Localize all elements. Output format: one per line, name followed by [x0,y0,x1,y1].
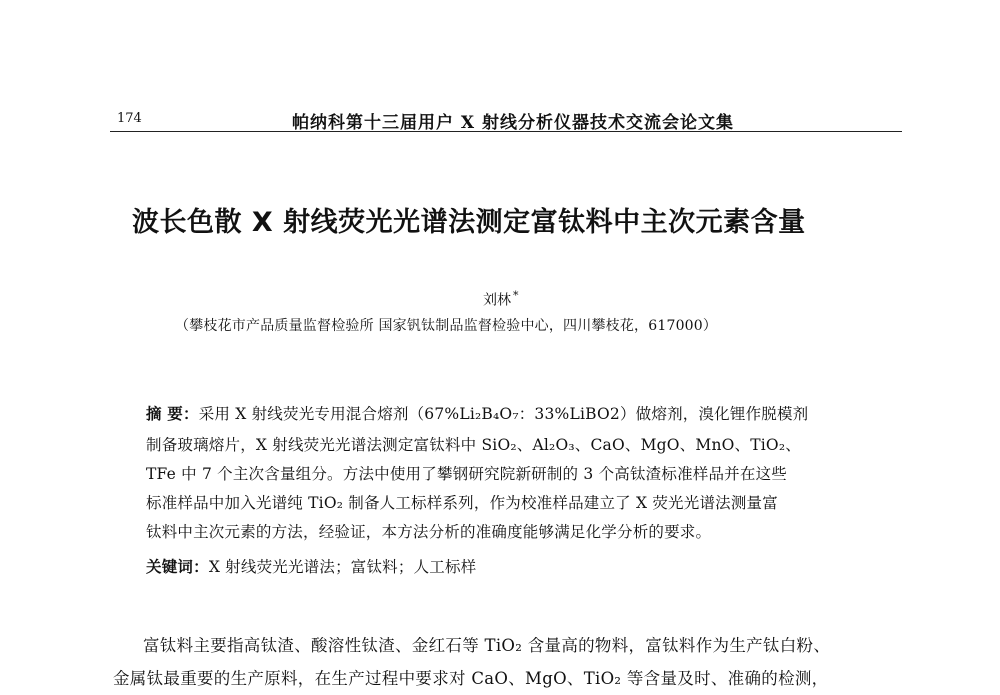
body-text-line: 富钛料主要指高钛渣、酸溶性钛渣、金红石等 TiO₂ 含量高的物料，富钛料作为生产钛白粉、 [143,636,831,655]
keywords-label: 关键词： [146,558,209,576]
header-rule [110,131,902,132]
page-number: 174 [117,111,142,126]
abstract-label: 摘 要： [146,405,199,423]
abstract-line: 制备玻璃熔片，X 射线荧光光谱法测定富钛料中 SiO₂、Al₂O₃、CaO、MgO、MnO、TiO₂、 [146,436,801,454]
author-footnote-mark: * [513,289,519,302]
author-name: 刘林 [483,292,511,309]
paper-title: 波长色散 X 射线荧光光谱法测定富钛料中主次元素含量 [132,207,806,238]
abstract-line: 标准样品中加入光谱纯 TiO₂ 制备人工标样系列，作为校准样品建立了 X 荧光光谱法测量富 [146,494,778,512]
abstract-line [146,402,808,424]
author [483,289,519,310]
affiliation: （攀枝花市产品质量监督检验所 国家钒钛制品监督检验中心，四川攀枝花，617000） [175,318,718,334]
running-header: 帕纳科第十三届用户 X 射线分析仪器技术交流会论文集 [292,113,735,133]
body-text-line: 金属钛最重要的生产原料，在生产过程中要求对 CaO、MgO、TiO₂ 等含量及时、准确的检测， [113,669,829,688]
keywords-line [146,555,476,577]
abstract-line: 钛料中主次元素的方法，经验证，本方法分析的准确度能够满足化学分析的要求。 [146,523,712,541]
abstract-line: TFe 中 7 个主次含量组分。方法中使用了攀钢研究院新研制的 3 个高钛渣标准样品并在这些 [146,465,787,483]
keywords-text: X 射线荧光光谱法；富钛料；人工标样 [208,558,477,576]
abstract-text: 采用 X 射线荧光专用混合熔剂（67%Li₂B₄O₇：33%LiBO2）做熔剂，溴化锂作脱模剂 [198,405,809,423]
